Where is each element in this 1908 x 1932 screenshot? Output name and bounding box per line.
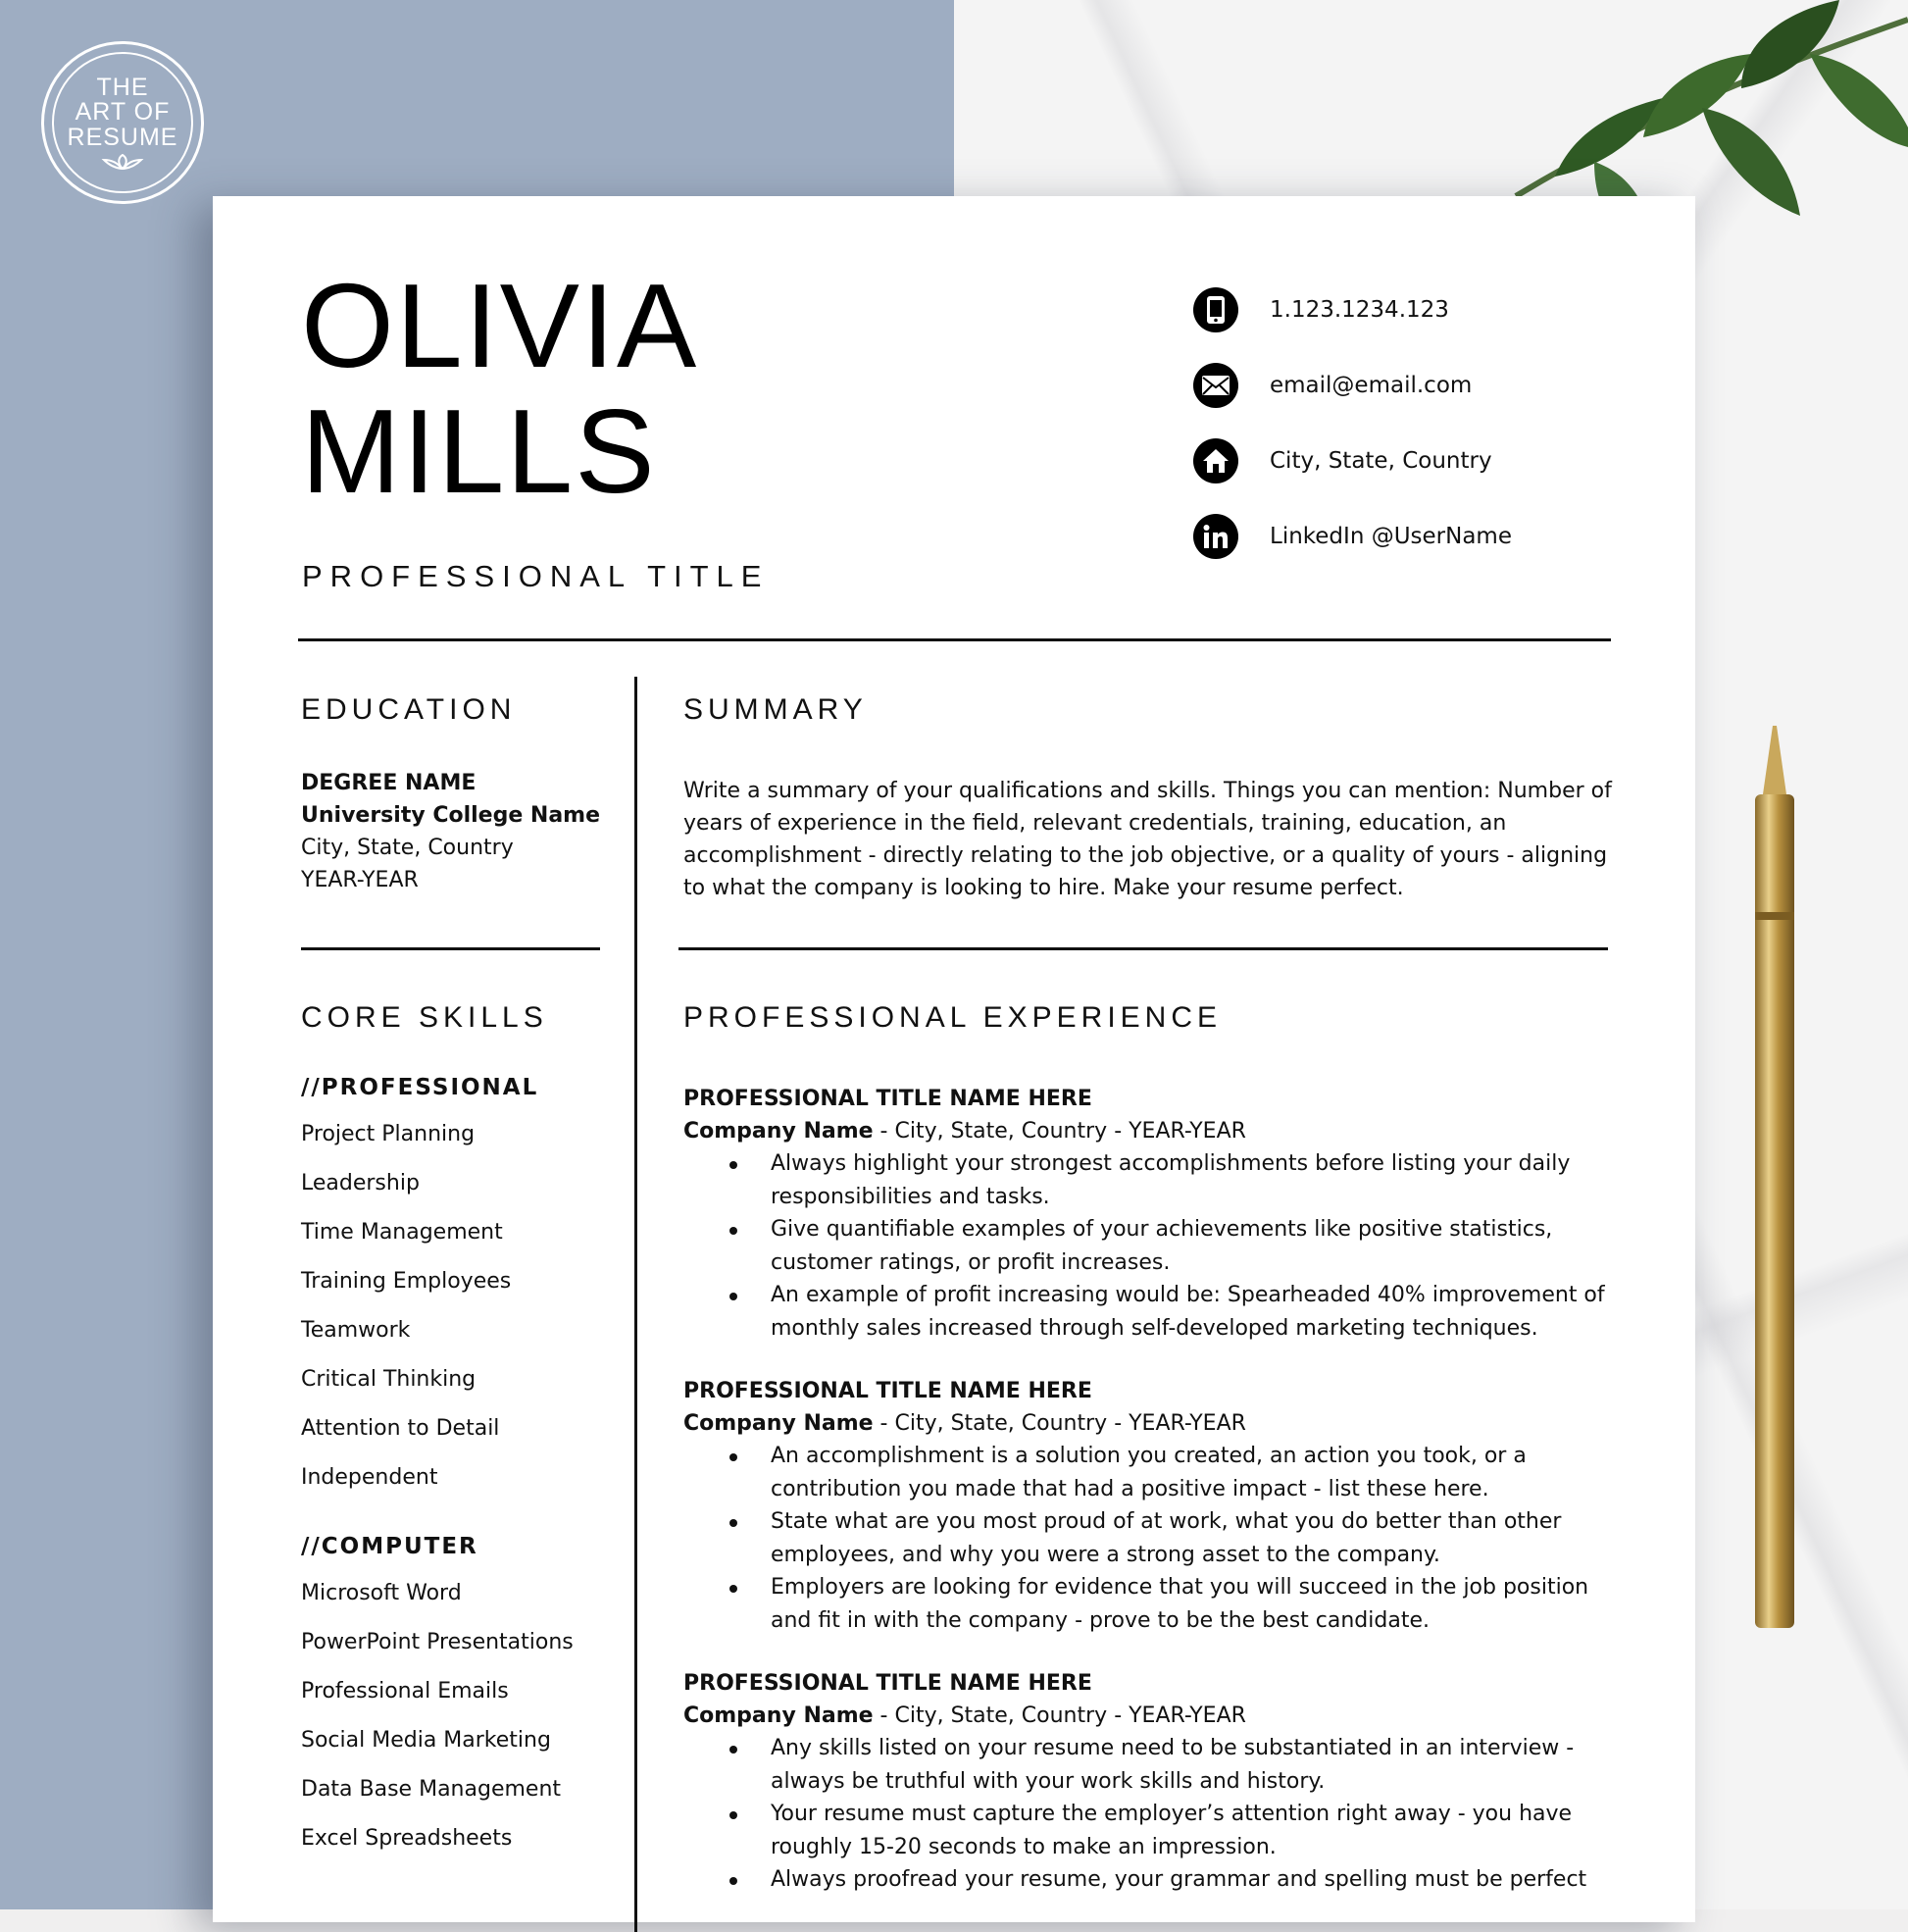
location: City, State, Country [1270, 448, 1492, 474]
brand-logo [41, 41, 204, 204]
header-divider [298, 638, 1611, 641]
plant-decoration [1496, 0, 1908, 226]
skill-item: Attention to Detail [301, 1416, 500, 1441]
bullet-item: An example of profit increasing would be: Spearheaded 40% improvement of monthly sales increased through self-developed marketing techniques. [771, 1279, 1615, 1345]
job-details: - City, State, Country - YEAR-YEAR [873, 1703, 1246, 1728]
email-icon [1193, 363, 1238, 408]
linkedin-icon [1193, 514, 1238, 559]
summary-divider [678, 947, 1608, 950]
logo-line: THE [96, 73, 149, 101]
job-title: PROFESSIONAL TITLE NAME HERE [683, 1379, 1092, 1403]
bullet-item: Any skills listed on your resume need to be substantiated in an interview - always be truthful with your work skills and history. [771, 1732, 1615, 1798]
computer-skills-list [301, 1569, 625, 1863]
job-company [683, 1700, 1615, 1732]
school-location: City, State, Country [301, 836, 514, 860]
summary-heading: SUMMARY [683, 693, 868, 726]
skill-item: Time Management [301, 1220, 503, 1245]
job-details: - City, State, Country - YEAR-YEAR [873, 1411, 1246, 1436]
education-divider [301, 947, 600, 950]
skill-item: Microsoft Word [301, 1581, 462, 1605]
skill-item: Independent [301, 1465, 438, 1490]
job-bullets [683, 1440, 1615, 1637]
bullet-item: State what are you most proud of at work, what you do better than other employees, and why you were a strong asset to the company. [771, 1505, 1615, 1571]
experience-heading: PROFESSIONAL EXPERIENCE [683, 1001, 1223, 1034]
summary-text: Write a summary of your qualifications and skills. Things you can mention: Number of years of experience in the field, relevant credentials, training, education, an accomplishment - directly relating to the job objective, or a quality of yours - aligning to what the company is looking to hire. Make your resume perfect. [683, 779, 1612, 900]
job-title: PROFESSIONAL TITLE NAME HERE [683, 1671, 1092, 1696]
skill-item: PowerPoint Presentations [301, 1630, 574, 1654]
contact-phone [1193, 286, 1512, 333]
education-years: YEAR-YEAR [301, 868, 419, 892]
last-name: MILLS [301, 384, 657, 518]
logo-line: RESUME [67, 123, 178, 151]
education-entry [301, 767, 600, 896]
job-entry [683, 1667, 1615, 1897]
bullet-item: Always proofread your resume, your grammar and spelling must be perfect [771, 1863, 1615, 1897]
professional-skills-list [301, 1110, 625, 1502]
first-name: OLIVIA [301, 259, 699, 392]
skill-item: Training Employees [301, 1269, 512, 1294]
professional-skills-label: //PROFESSIONAL [301, 1075, 539, 1100]
bullet-item: Always highlight your strongest accomplishments before listing your daily responsibilities and tasks. [771, 1147, 1615, 1213]
leaf-icon [98, 154, 147, 170]
bullet-item: Your resume must capture the employer’s attention right away - you have roughly 15-20 seconds to make an impression. [771, 1798, 1615, 1863]
column-divider [634, 677, 637, 1932]
skills-section [301, 1075, 625, 1863]
skill-item: Leadership [301, 1171, 420, 1195]
email-address: email@email.com [1270, 373, 1473, 398]
skill-item: Data Base Management [301, 1777, 562, 1802]
professional-title: PROFESSIONAL TITLE [302, 559, 770, 593]
home-icon [1193, 438, 1238, 483]
skill-item: Excel Spreadsheets [301, 1826, 513, 1851]
skill-item: Critical Thinking [301, 1367, 477, 1392]
skill-item: Professional Emails [301, 1679, 509, 1703]
education-heading: EDUCATION [301, 693, 517, 726]
contact-location [1193, 437, 1512, 484]
linkedin-handle: LinkedIn @UserName [1270, 524, 1512, 549]
experience-section [683, 1083, 1615, 1927]
job-company [683, 1407, 1615, 1440]
contact-email [1193, 362, 1512, 409]
skill-item: Project Planning [301, 1122, 476, 1146]
core-skills-heading: CORE SKILLS [301, 1001, 548, 1034]
contact-linkedin [1193, 513, 1512, 560]
phone-number: 1.123.1234.123 [1270, 297, 1449, 323]
phone-icon [1193, 287, 1238, 332]
bullet-item: An accomplishment is a solution you created, an action you took, or a contribution you made that had a positive impact - list these here. [771, 1440, 1615, 1505]
job-details: - City, State, Country - YEAR-YEAR [873, 1119, 1246, 1144]
bullet-item: Give quantifiable examples of your achievements like positive statistics, customer ratings, or profit increases. [771, 1213, 1615, 1279]
skill-item: Teamwork [301, 1318, 411, 1343]
school-name: University College Name [301, 803, 601, 828]
skill-item: Social Media Marketing [301, 1728, 551, 1753]
company-name: Company Name [683, 1119, 874, 1144]
job-title: PROFESSIONAL TITLE NAME HERE [683, 1087, 1092, 1111]
company-name: Company Name [683, 1411, 874, 1436]
job-bullets [683, 1732, 1615, 1897]
resume-page [213, 196, 1695, 1922]
computer-skills-label: //COMPUTER [301, 1534, 478, 1559]
job-entry [683, 1083, 1615, 1345]
job-company [683, 1115, 1615, 1147]
logo-line: ART OF [75, 98, 171, 127]
contact-list [1193, 286, 1512, 588]
degree-name: DEGREE NAME [301, 771, 477, 795]
pen-decoration [1745, 726, 1804, 1638]
bullet-item: Employers are looking for evidence that you will succeed in the job position and fit in with the company - prove to be the best candidate. [771, 1571, 1615, 1637]
company-name: Company Name [683, 1703, 874, 1728]
job-entry [683, 1375, 1615, 1637]
candidate-name [301, 259, 699, 518]
job-bullets [683, 1147, 1615, 1345]
